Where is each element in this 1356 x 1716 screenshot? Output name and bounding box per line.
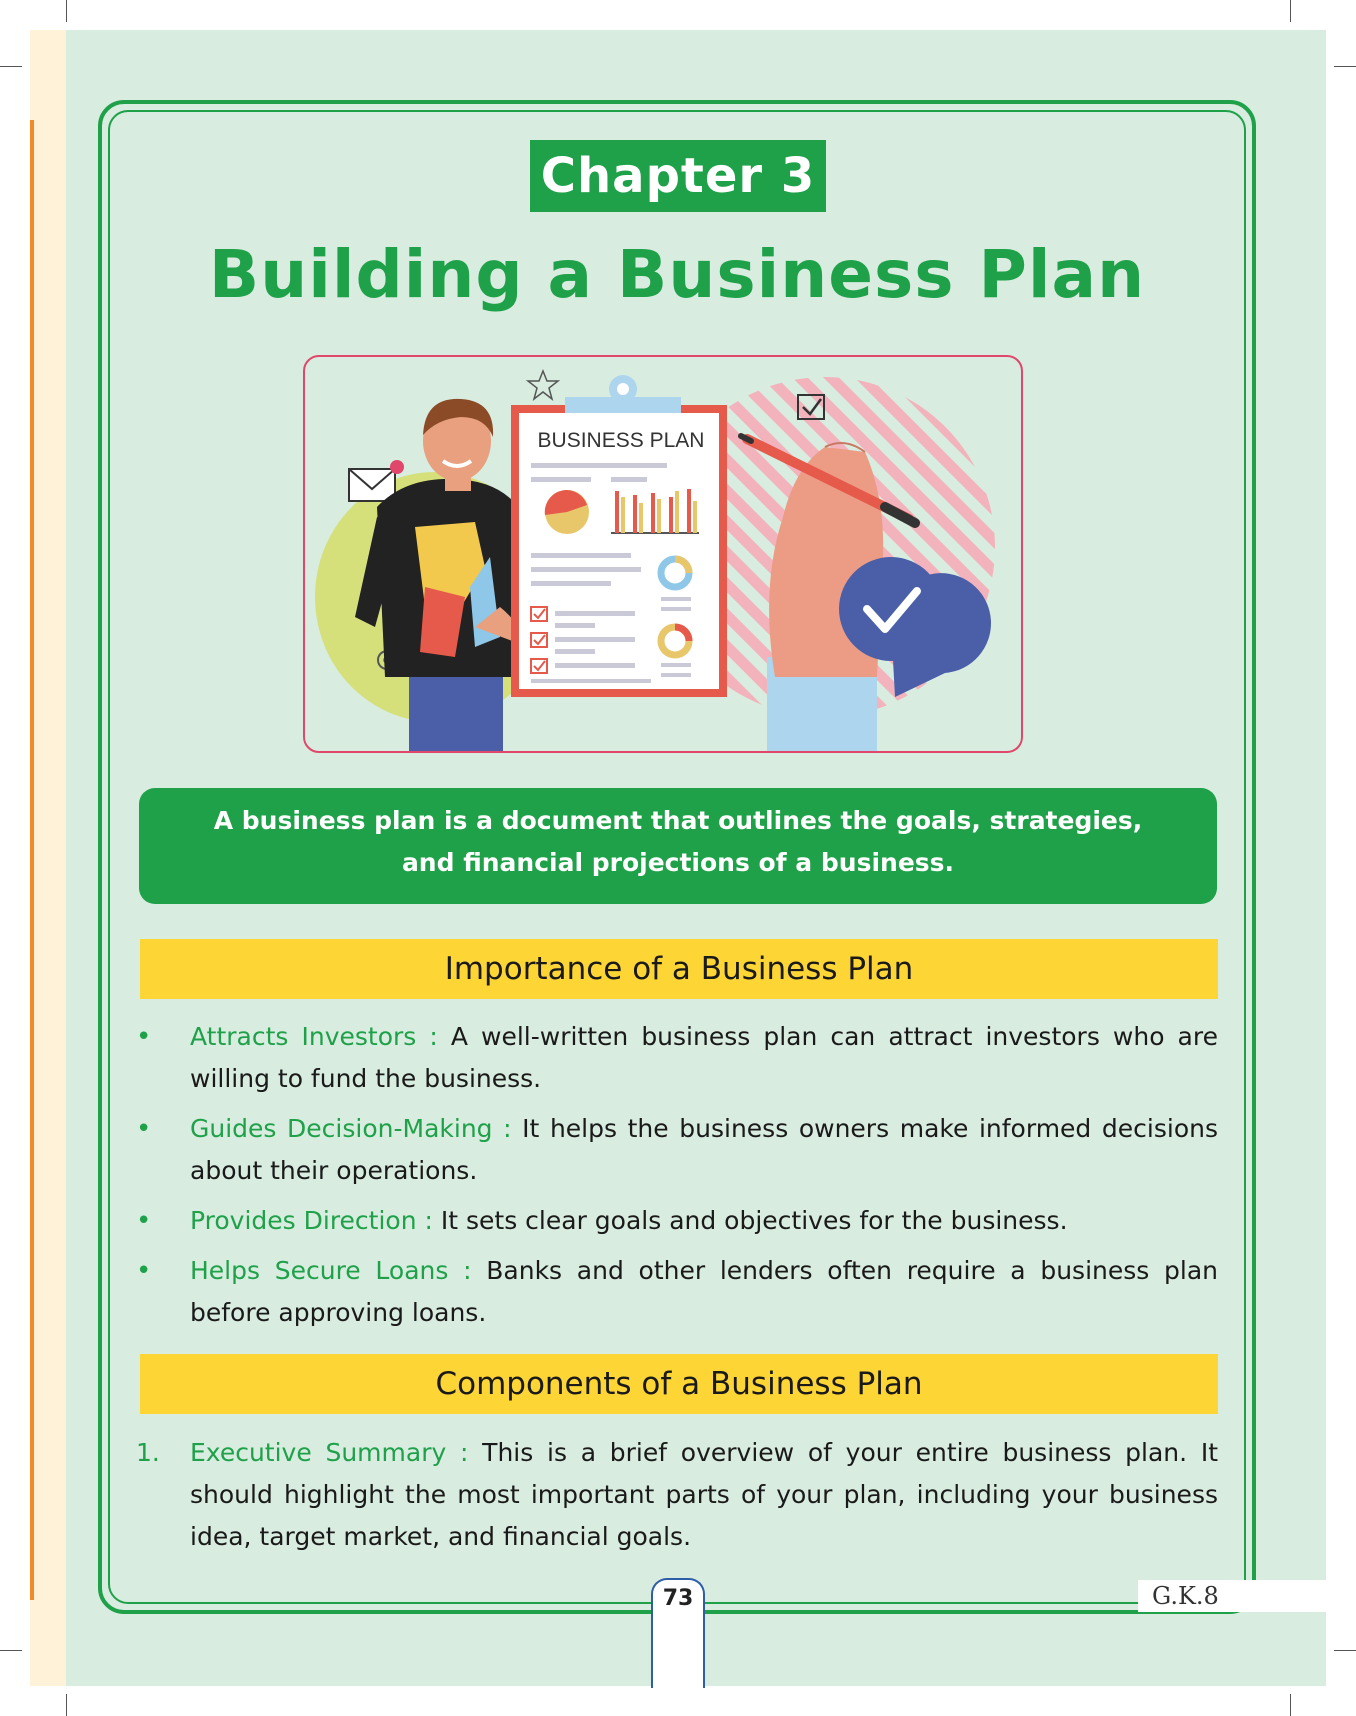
pie-chart-icon [545,490,589,534]
item-text: Banks and other lenders often require a business plan before approving loans. [190,1256,1218,1327]
components-heading: Components of a Business Plan [140,1354,1218,1414]
definition-callout: A business plan is a document that outlines the goals, strategies, and financial projections of a business. [139,788,1217,904]
crop-mark [0,1650,22,1651]
components-list [130,1432,1218,1558]
list-item [130,1250,1218,1334]
list-item [130,1108,1218,1192]
item-term: Helps Secure Loans : [190,1256,472,1285]
illustration-box [303,355,1023,753]
item-term: Executive Summary : [190,1438,469,1467]
bullet-icon: • [136,1114,152,1144]
crop-mark [1334,66,1356,67]
bullet-icon: • [136,1022,152,1052]
crop-mark [66,1694,67,1716]
item-term: Guides Decision-Making : [190,1114,512,1143]
crop-mark [0,66,22,67]
left-orange-rule [30,120,34,1600]
chapter-title: Building a Business Plan [208,236,1146,313]
item-text: A well-written business plan can attract investors who are willing to fund the business. [190,1022,1218,1093]
star-icon [528,371,558,399]
crop-mark [1334,1650,1356,1651]
bullet-icon: • [136,1206,152,1236]
item-text: This is a brief overview of your entire business plan. It should highlight the most important parts of your plan, including your business idea, target market, and financial goals. [190,1438,1218,1551]
importance-list [130,1016,1218,1342]
bullet-icon: • [136,1256,152,1286]
item-term: Provides Direction : [190,1206,433,1235]
item-term: Attracts Investors : [190,1022,438,1051]
list-item [130,1200,1218,1242]
chapter-badge: Chapter 3 [530,140,826,212]
importance-heading: Importance of a Business Plan [140,939,1218,999]
clipboard-title: BUSINESS PLAN [537,429,705,452]
item-text: It sets clear goals and objectives for the business. [432,1206,1068,1235]
list-item [130,1016,1218,1100]
list-item [130,1432,1218,1558]
crop-mark [66,0,67,22]
clipboard-illustration [511,375,727,697]
business-plan-illustration [305,357,1021,751]
item-number: 1. [136,1438,160,1467]
page-number: 73 [662,1586,694,1611]
book-label: G.K.8 [1138,1580,1326,1612]
left-margin-strip [30,30,66,1686]
crop-mark [1290,0,1291,22]
crop-mark [1290,1694,1291,1716]
item-text: It helps the business owners make informed decisions about their operations. [190,1114,1218,1185]
